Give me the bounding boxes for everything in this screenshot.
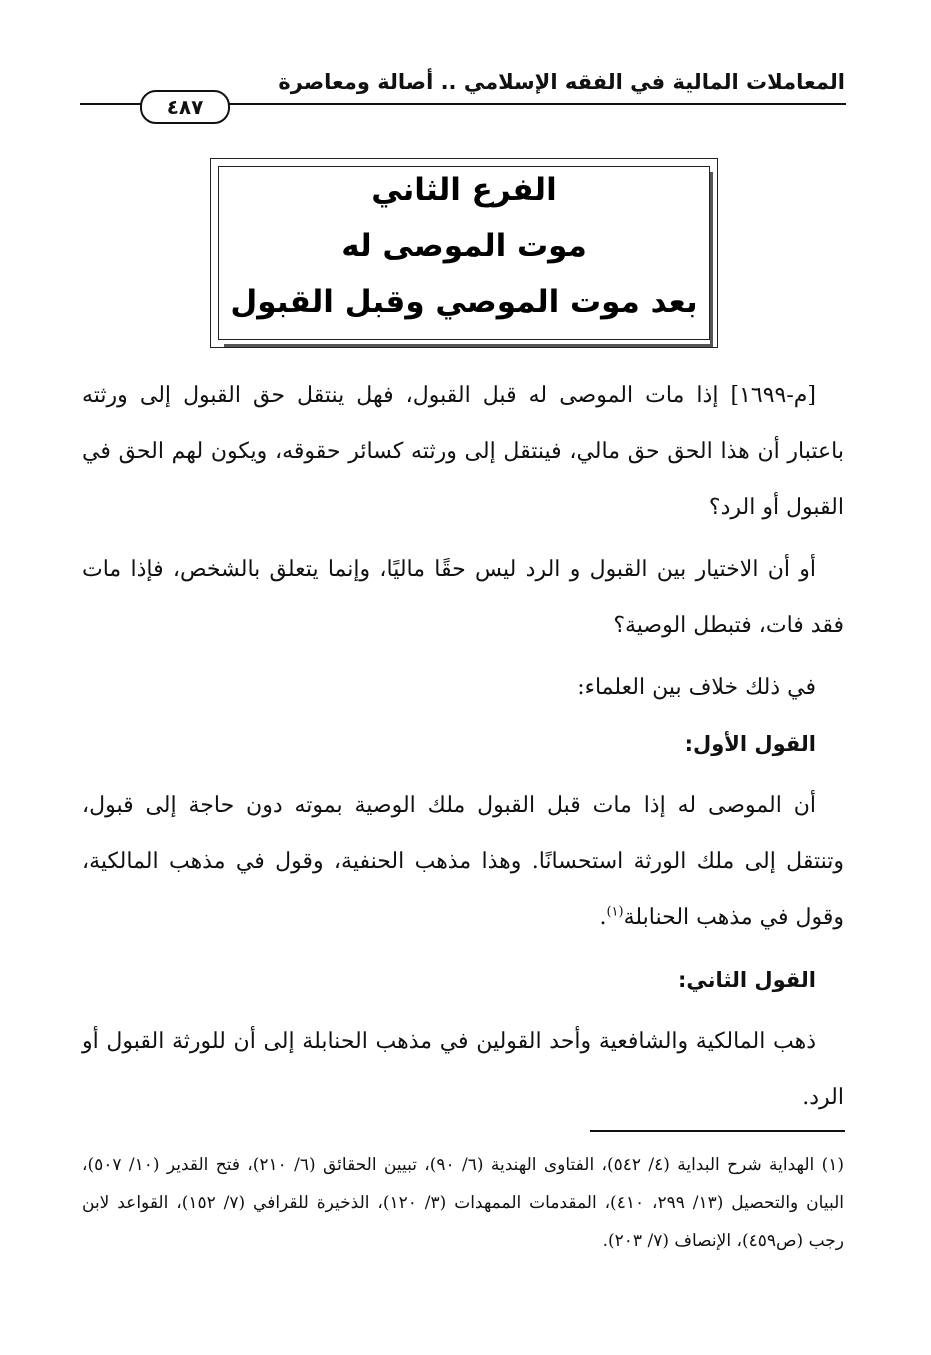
paragraph-second-opinion: ذهب المالكية والشافعية وأحد القولين في مذهب الحنابلة إلى أن للورثة القبول أو الرد. — [82, 1029, 844, 1110]
first-opinion-end: . — [599, 905, 607, 930]
heading-second-opinion: القول الثاني: — [678, 968, 816, 992]
first-opinion-text: أن الموصى له إذا مات قبل القبول ملك الوصية بموته دون حاجة إلى قبول، وتنتقل إلى ملك الورثة استحسانًا. وهذا مذهب الحنفية، وقول في مذهب المالكية، وقول في مذهب الحنابلة — [82, 793, 844, 930]
heading-first-opinion: القول الأول: — [684, 732, 816, 756]
footnote-rule — [590, 1130, 845, 1132]
running-header-title: المعاملات المالية في الفقه الإسلامي .. أصالة ومعاصرة — [278, 70, 845, 94]
footnote-1: (١) الهداية شرح البداية (٤/ ٥٤٢)، الفتاوى الهندية (٦/ ٩٠)، تبيين الحقائق (٦/ ٢١٠)، فتح القدير (١٠/ ٥٠٧)، البيان والتحصيل (١٣/ ٢٩٩، ٤١٠)، المقدمات الممهدات (٣/ ١٢٠)، الذخيرة للقرافي (٧/ ١٥٢)، القواعد لابن رجب (ص٤٥٩)، الإنصاف (٧/ ٢٠٣). — [82, 1155, 845, 1251]
footnote-reference[interactable]: (١) — [606, 904, 624, 920]
paragraph-first-opinion — [82, 778, 844, 946]
paragraph-disagreement: في ذلك خلاف بين العلماء: — [577, 675, 816, 700]
body-text — [82, 368, 844, 1126]
section-title-line-1: الفرع الثاني — [371, 172, 557, 208]
paragraph-alternative: أو أن الاختيار بين القبول و الرد ليس حقًا ماليًا، وإنما يتعلق بالشخص، فإذا مات فقد فات، فتبطل الوصية؟ — [82, 557, 844, 638]
paragraph-question: [م-١٦٩٩] إذا مات الموصى له قبل القبول، فهل ينتقل حق القبول إلى ورثته باعتبار أن هذا الحق حق مالي، فينتقل إلى ورثته كسائر حقوقه، ويكون لهم الحق في القبول أو الرد؟ — [82, 383, 844, 520]
section-title-line-2: موت الموصى له — [341, 228, 587, 264]
footnotes — [82, 1146, 844, 1260]
section-title-line-3: بعد موت الموصي وقبل القبول — [230, 284, 698, 320]
page-number: ٤٨٧ — [140, 90, 230, 124]
